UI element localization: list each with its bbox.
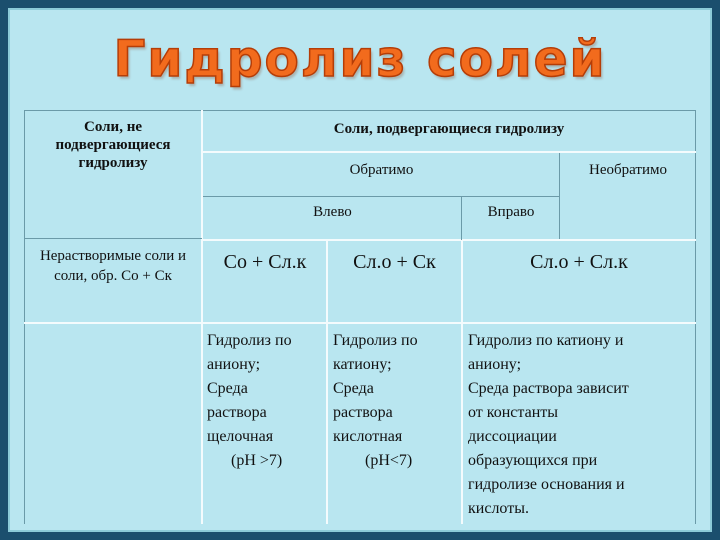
description-line: Среда [333,380,374,397]
col1-divider [201,110,203,524]
description-line: гидролизе основания и [468,476,625,493]
col1-row-divider [24,238,202,239]
description-line: образующихся при [468,452,598,469]
slide-title: Гидролиз солей [113,30,607,88]
description-line: катиону; [333,356,392,373]
description-line: (pH<7) [365,452,413,469]
formula-2: Сл.о + Ск [353,251,436,273]
formula-divider [203,322,696,324]
description-line: Среда раствора зависит [468,380,629,397]
left-right-divider [461,197,462,240]
description-line: диссоциации [468,428,557,445]
description-line: щелочная [207,428,274,445]
description-line: раствора [333,404,393,421]
main-header: Соли, подвергающиеся гидролизу [333,121,565,137]
description-line: от константы [468,404,558,421]
description-line: Гидролиз по [333,332,418,349]
table-right-border [695,110,696,524]
description-3 [468,329,694,521]
col1-row-divider-2 [24,322,202,324]
description-line: (pH >7) [231,452,283,469]
description-2 [333,329,459,473]
right-direction-label: Вправо [487,204,535,220]
main-header-divider [203,151,696,153]
description-line: аниону; [207,356,261,373]
reversible-label: Обратимо [349,162,414,178]
formula-col-divider-1 [326,241,328,524]
col1-row-text: Нерастворимые соли и соли, обр. Со + Ск [39,248,187,285]
irreversible-label: Необратимо [589,162,667,178]
description-line: раствора [207,404,267,421]
formula-1: Со + Сл.к [223,251,307,273]
col1-header: Соли, не подвергающиеся гидролизу [55,119,171,171]
description-line: кислоты. [468,500,529,517]
reversible-divider [203,196,559,197]
description-line: Среда [207,380,248,397]
formula-col-divider-2 [461,241,463,524]
table-top-border [24,110,696,111]
description-line: кислотная [333,428,403,445]
table-left-border [24,110,25,524]
direction-divider [203,239,696,241]
description-1 [207,329,325,473]
description-line: Гидролиз по катиону и [468,332,624,349]
description-line: аниону; [468,356,522,373]
description-line: Гидролиз по [207,332,292,349]
irreversible-divider [559,153,560,240]
left-direction-label: Влево [313,204,352,220]
slide [8,8,712,532]
formula-3: Сл.о + Сл.к [530,251,628,273]
